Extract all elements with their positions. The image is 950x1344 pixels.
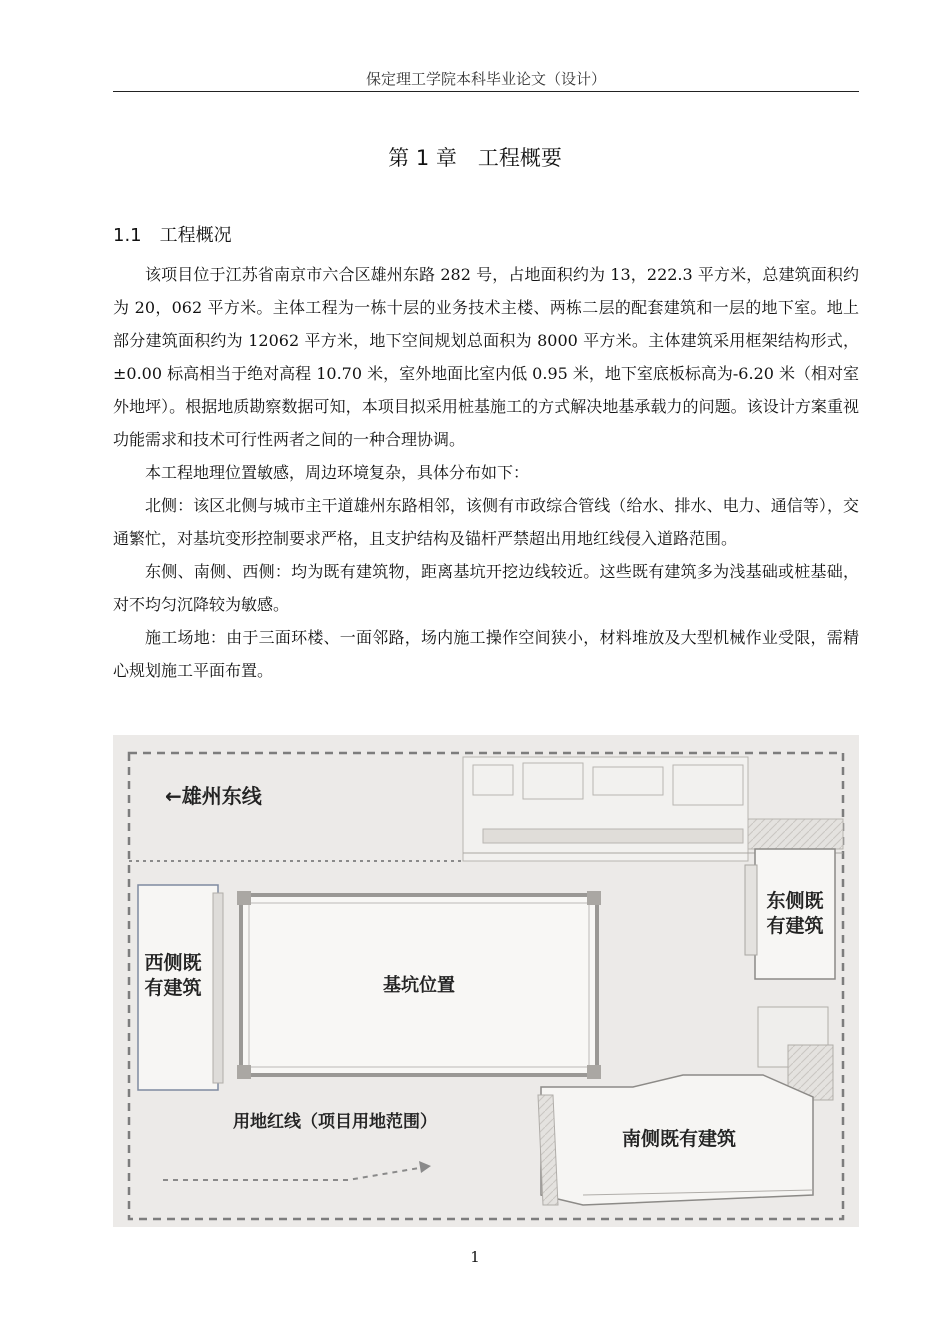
paragraph: 东侧、南侧、西侧：均为既有建筑物，距离基坑开挖边线较近。这些既有建筑多为浅基础或桩基础，对不均匀沉降较为敏感。 [113,562,859,614]
west-existing-building [138,885,223,1090]
paragraph: 该项目位于江苏省南京市六合区雄州东路 282 号，占地面积约为 13，222.3 平方米，总建筑面积约为 20，062 平方米。主体工程为一栋十层的业务技术主楼、两栋二层的配套建筑和一层的地下室。地上部分建筑面积约为 12062 平方米，地下空间规划总面积为 8000 平方米。主体建筑采用框架结构形式，±0.00 标高相当于绝对高程 10.70 米，室外地面比室内低 0.95 米，地下室底板标高为-6.20 米（相对室外地坪）。根据地质勘察数据可知，本项目拟采用桩基施工的方式解决地基承载力的问题。该设计方案重视功能需求和技术可行性两者之间的一种合理协调。 [113,265,860,449]
page-header: 保定理工学院本科毕业论文（设计） [113,68,859,92]
east-label-line1: 东侧既 [766,890,824,912]
paragraph: 北侧：该区北侧与城市主干道雄州东路相邻，该侧有市政综合管线（给水、排水、电力、通信等），交通繁忙，对基坑变形控制要求严格，且支护结构及锚杆严禁超出用地红线侵入道路范围。 [113,496,859,548]
site-plan-drawing [113,735,859,1227]
west-label-line1: 西侧既 [144,952,202,974]
pit-label: 基坑位置 [383,975,455,996]
redline-arrow [163,1161,431,1180]
south-label: 南侧既有建筑 [621,1128,737,1150]
page-number: 1 [470,1248,480,1266]
east-label-line2: 有建筑 [766,915,824,937]
body-text [113,258,859,687]
south-existing-building [538,1075,813,1205]
section-title: 工程概况 [159,225,232,246]
foundation-pit [237,891,601,1079]
section-number: 1.1 [113,225,142,246]
paragraph: 本工程地理位置敏感，周边环境复杂，具体分布如下： [145,463,530,482]
chapter-title: 第 1 章 工程概要 [388,146,562,170]
redline-label: 用地红线（项目用地范围） [233,1112,437,1132]
east-existing-building [745,849,835,979]
west-label-line2: 有建筑 [144,977,202,999]
site-plan-figure [113,735,859,1227]
paragraph: 施工场地：由于三面环楼、一面邻路，场内施工操作空间狭小，材料堆放及大型机械作业受限，需精心规划施工平面布置。 [113,628,859,680]
north-east-building [463,757,843,861]
road-label: ←雄州东线 [165,784,262,808]
section-heading [113,221,232,247]
